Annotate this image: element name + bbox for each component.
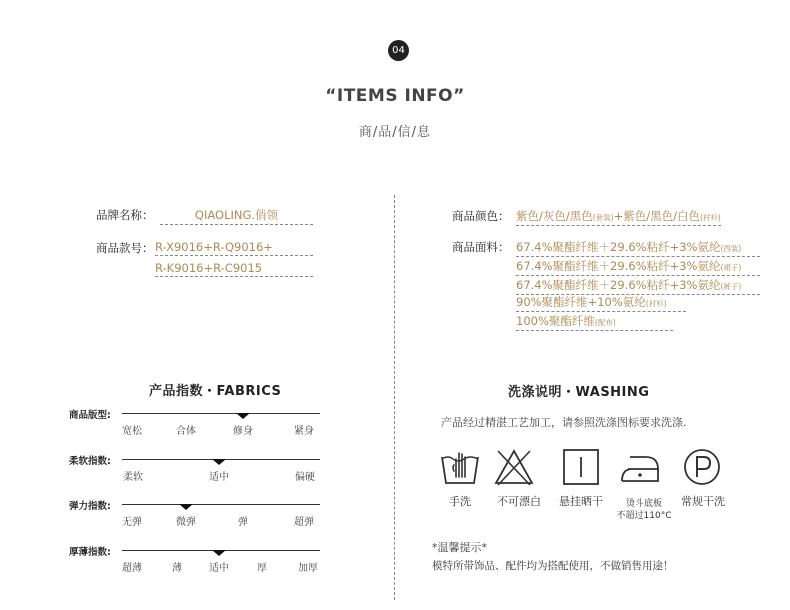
iron-icon bbox=[620, 447, 660, 487]
color-value: 紫色/灰色/黑色(套装)+紫色/黑色/白色(衬衫) bbox=[516, 208, 721, 226]
index-option: 偏硬 bbox=[295, 472, 315, 483]
fabrics-section-title: 产品指数・FABRICS bbox=[149, 384, 282, 399]
hand-wash-icon bbox=[440, 447, 480, 487]
model-label: 商品款号： bbox=[96, 241, 154, 255]
index-option: 加厚 bbox=[298, 563, 318, 574]
index-selected-marker bbox=[179, 504, 193, 510]
washing-description: 产品经过精湛工艺加工，请参照洗涤图标要求洗涤. bbox=[441, 416, 687, 429]
center-divider bbox=[394, 195, 395, 600]
tip-title: *温馨提示* bbox=[432, 541, 487, 554]
no-bleach-icon bbox=[494, 447, 534, 487]
model-value-line2: R-K9016+R-C9015 bbox=[155, 261, 313, 277]
index-option: 适中 bbox=[209, 563, 229, 574]
index-selected-marker bbox=[212, 459, 226, 465]
index-option: 柔软 bbox=[123, 472, 143, 483]
index-label: 商品版型: bbox=[69, 410, 111, 421]
index-option: 厚 bbox=[257, 563, 267, 574]
brand-label: 品牌名称： bbox=[96, 208, 154, 222]
index-selected-marker bbox=[236, 413, 250, 419]
index-option: 微弹 bbox=[176, 517, 196, 528]
index-scale-line bbox=[122, 413, 320, 414]
model-value-line1: R-X9016+R-Q9016+ bbox=[155, 240, 313, 256]
index-label: 柔软指数: bbox=[69, 456, 111, 467]
brand-value: QIAOLING.俏领 bbox=[160, 207, 313, 225]
fabric-line: 67.4%聚酯纤维＋29.6%粘纤+3%氨纶(裙子) bbox=[516, 258, 760, 276]
index-option: 宽松 bbox=[122, 426, 142, 437]
fabric-line: 90%聚酯纤维+10%氨纶(衬衫) bbox=[516, 294, 686, 312]
page-title: “ITEMS INFO” bbox=[325, 86, 465, 106]
dry-clean-icon bbox=[682, 447, 722, 487]
hang-dry-label: 悬挂晒干 bbox=[559, 495, 603, 508]
index-option: 适中 bbox=[209, 472, 229, 483]
color-label: 商品颜色： bbox=[452, 209, 510, 223]
index-label: 厚薄指数: bbox=[69, 547, 111, 558]
tip-text: 模特所带饰品、配件均为搭配使用，不做销售用途！ bbox=[432, 560, 674, 572]
index-option: 薄 bbox=[172, 563, 182, 574]
washing-section-title: 洗涤说明・WASHING bbox=[508, 385, 650, 400]
hand-wash-label: 手洗 bbox=[449, 495, 471, 508]
hang-dry-icon bbox=[561, 447, 601, 487]
fabric-line: 100%聚酯纤维(配布) bbox=[516, 313, 673, 331]
dry-clean-label: 常规干洗 bbox=[681, 495, 725, 508]
index-option: 紧身 bbox=[294, 426, 314, 437]
index-selected-marker bbox=[212, 550, 226, 556]
index-label: 弹力指数: bbox=[69, 501, 111, 512]
no-bleach-label: 不可漂白 bbox=[497, 495, 541, 508]
fabric-line: 67.4%聚酯纤维＋29.6%粘纤+3%氨纶(西装) bbox=[516, 239, 760, 257]
fabric-label: 商品面料： bbox=[452, 240, 510, 254]
index-option: 无弹 bbox=[122, 517, 142, 528]
iron-label: 烫斗底板 不超过110°C bbox=[616, 499, 672, 521]
index-option: 修身 bbox=[233, 426, 253, 437]
index-option: 超薄 bbox=[122, 563, 142, 574]
index-scale-line bbox=[122, 504, 320, 505]
index-option: 超弹 bbox=[294, 517, 314, 528]
section-number-badge: 04 bbox=[388, 40, 409, 61]
index-option: 弹 bbox=[238, 517, 248, 528]
fabric-line: 67.4%聚酯纤维＋29.6%粘纤+3%氨纶(裤子) bbox=[516, 277, 760, 295]
index-option: 合体 bbox=[176, 426, 196, 437]
page-subtitle: 商/品/信/息 bbox=[358, 125, 432, 140]
